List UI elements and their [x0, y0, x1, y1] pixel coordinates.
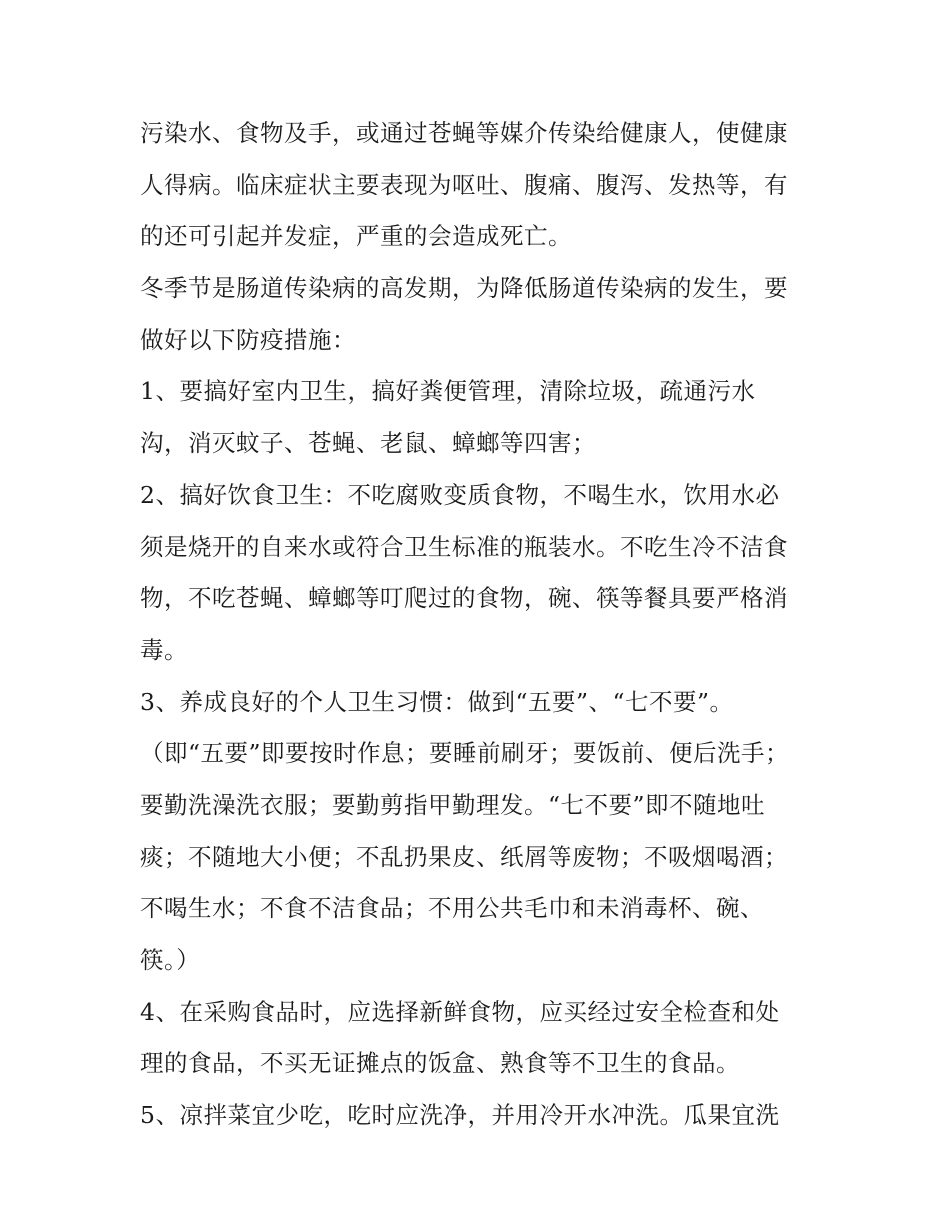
text-line: 污染水、食物及手，或通过苍蝇等媒介传染给健康人，使健康 [140, 119, 788, 147]
list-item-2-line: 毒。 [140, 635, 188, 664]
list-item-2-line: 须是烧开的自来水或符合卫生标准的瓶装水。不吃生冷不洁食 [140, 532, 788, 561]
list-item-3-line: 不喝生水；不食不洁食品；不用公共毛巾和未消毒杯、碗、 [140, 894, 764, 923]
list-item-1-line: 1、要搞好室内卫生，搞好粪便管理，清除垃圾，疏通污水 [140, 377, 756, 406]
list-item-3-line: 3、养成良好的个人卫生习惯：做到“五要”、“七不要”。 [140, 687, 734, 716]
list-item-4-line: 4、在采购食品时，应选择新鲜食物，应买经过安全检查和处 [140, 997, 780, 1026]
list-item-2-line: 2、搞好饮食卫生：不吃腐败变质食物，不喝生水，饮用水必 [140, 480, 780, 509]
text-line: 冬季节是肠道传染病的高发期，为降低肠道传染病的发生，要 [140, 274, 788, 303]
list-item-3-line: 筷。） [140, 946, 201, 974]
text-line: 做好以下防疫措施： [140, 325, 356, 354]
list-item-5-line: 5、凉拌菜宜少吃，吃时应洗净，并用冷开水冲洗。瓜果宜洗 [140, 1101, 780, 1130]
text-line: 的还可引起并发症，严重的会造成死亡。 [140, 222, 572, 251]
text-line: 人得病。临床症状主要表现为呕吐、腹痛、腹泻、发热等，有 [140, 170, 788, 199]
list-item-3-line: （即“五要”即要按时作息；要睡前刷牙；要饭前、便后洗手； [140, 739, 790, 768]
list-item-3-line: 要勤洗澡洗衣服；要勤剪指甲勤理发。“七不要”即不随地吐 [140, 790, 766, 819]
list-item-3-line: 痰；不随地大小便；不乱扔果皮、纸屑等废物；不吸烟喝酒； [140, 842, 788, 871]
document-body [140, 108, 820, 1142]
list-item-2-line: 物，不吃苍蝇、蟑螂等叮爬过的食物，碗、筷等餐具要严格消 [140, 584, 788, 613]
list-item-4-line: 理的食品，不买无证摊点的饭盒、熟食等不卫生的食品。 [140, 1049, 740, 1078]
list-item-1-line: 沟，消灭蚊子、苍蝇、老鼠、蟑螂等四害； [140, 429, 596, 458]
